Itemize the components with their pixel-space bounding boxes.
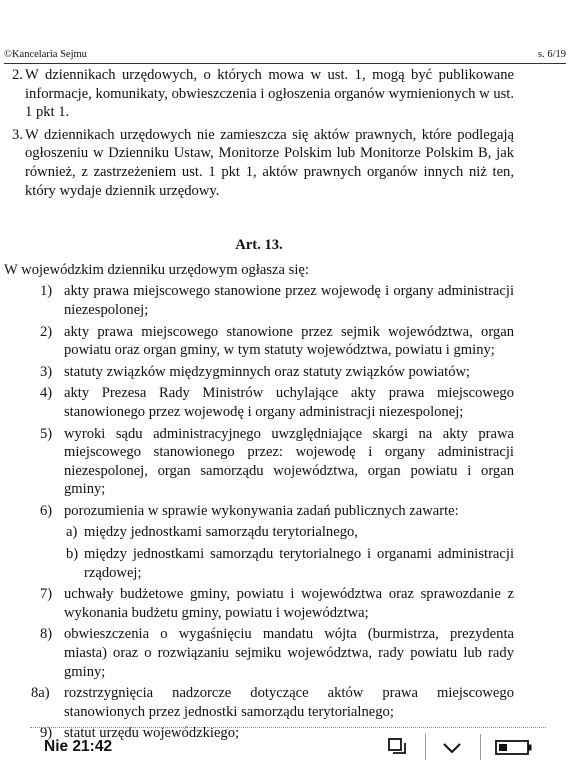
paragraph-3 <box>4 126 514 200</box>
status-bar <box>0 730 576 768</box>
paragraph-text: W dziennikach urzędowych nie zamieszcza się aktów prawnych, które podlegają ogłoszeniu w Dzienniku Ustaw, Monitorze Polskim lub Monitorze Polskim B, jak również, z zastrzeżeniem ust. 1 pkt 1, aktów prawnych organów innych niż ten, który wydaje dziennik urzędowy. <box>25 126 514 199</box>
sub-list-item <box>4 545 514 582</box>
list-item <box>4 585 514 622</box>
clock: Nie 21:42 <box>44 738 113 755</box>
article-intro: W wojewódzkim dzienniku urzędowym ogłasza się: <box>4 261 309 278</box>
item-number: 5) <box>40 425 53 442</box>
item-number: 9) <box>40 725 53 742</box>
item-number: 7) <box>40 586 53 603</box>
item-text: akty prawa miejscowego stanowione przez sejmik województwa, organ powiatu oraz organ gminy, w tym statuty województwa, powiatu i gminy; <box>64 323 514 359</box>
battery-icon[interactable] <box>494 736 534 763</box>
chevron-down-icon[interactable] <box>440 736 464 763</box>
item-text: porozumienia w sprawie wykonywania zadań publicznych zawarte: <box>64 502 459 519</box>
page-header <box>4 49 566 64</box>
subitem-letter: b) <box>66 546 79 563</box>
sub-list-item <box>4 523 514 542</box>
status-separator <box>480 734 481 760</box>
list-item <box>4 384 514 421</box>
item-text: akty prawa miejscowego stanowione przez wojewodę i organy administracji niezespolonej; <box>64 283 514 318</box>
paragraph-number: 3. <box>12 126 23 143</box>
item-number: 8a) <box>31 685 50 702</box>
item-number: 4) <box>40 385 53 402</box>
subitem-letter: a) <box>66 524 78 541</box>
list-item <box>4 282 514 319</box>
document-content <box>4 66 514 743</box>
header-page-number: s. 6/19 <box>537 49 566 60</box>
list-item <box>4 684 514 721</box>
list-item <box>4 323 514 360</box>
list-item <box>4 625 514 681</box>
list-item <box>4 425 514 499</box>
pages-icon[interactable] <box>386 736 408 763</box>
item-number: 6) <box>40 502 53 519</box>
item-text: akty Prezesa Rady Ministrów uchylające akty prawa miejscowego stanowionego przez wojewodę i organy administracji niezespolonej; <box>64 385 514 420</box>
header-source: ©Kancelaria Sejmu <box>4 49 87 60</box>
item-text: statuty związków międzygminnych oraz statuty związków powiatów; <box>64 363 471 380</box>
item-number: 3) <box>40 363 53 380</box>
item-number: 1) <box>40 283 53 300</box>
subitem-text: między jednostkami samorządu terytorialnego, <box>84 524 358 541</box>
reading-progress-divider <box>30 727 546 728</box>
item-text: statut urzędu wojewódzkiego; <box>64 725 240 742</box>
item-text: uchwały budżetowe gminy, powiatu i województwa oraz sprawozdanie z wykonania budżetu gminy, powiatu i województwa; <box>64 586 514 621</box>
item-text: obwieszczenia o wygaśnięciu mandatu wójta (burmistrza, prezydenta miasta) oraz o rozwiązaniu sejmiku województwa, rady powiatu lub rady gminy; <box>64 626 514 680</box>
status-separator <box>425 734 426 760</box>
list-item <box>4 502 514 521</box>
item-text: rozstrzygnięcia nadzorcze dotyczące aktów prawa miejscowego stanowionych przez jednostki samorządu terytorialnego; <box>64 685 514 720</box>
article-title: Art. 13. <box>235 237 283 254</box>
paragraph-2 <box>4 66 514 122</box>
item-number: 8) <box>40 626 53 643</box>
paragraph-number: 2. <box>12 67 23 83</box>
paragraph-text: W dziennikach urzędowych, o których mowa w ust. 1, mogą być publikowane informacje, komunikaty, obwieszczenia i ogłoszenia organów wymienionych w ust. 1 pkt 1. <box>25 67 514 121</box>
subitem-text: między jednostkami samorządu terytorialnego i organami administracji rządowej; <box>84 546 514 581</box>
item-number: 2) <box>40 323 53 340</box>
list-item <box>4 363 514 382</box>
item-text: wyroki sądu administracyjnego uwzględniające skargi na akty prawa miejscowego stanowionego przez: wojewodę i organy administracji niezespolonej, organ samorządu województwa, organ powiatu i organ gminy; <box>64 425 514 498</box>
